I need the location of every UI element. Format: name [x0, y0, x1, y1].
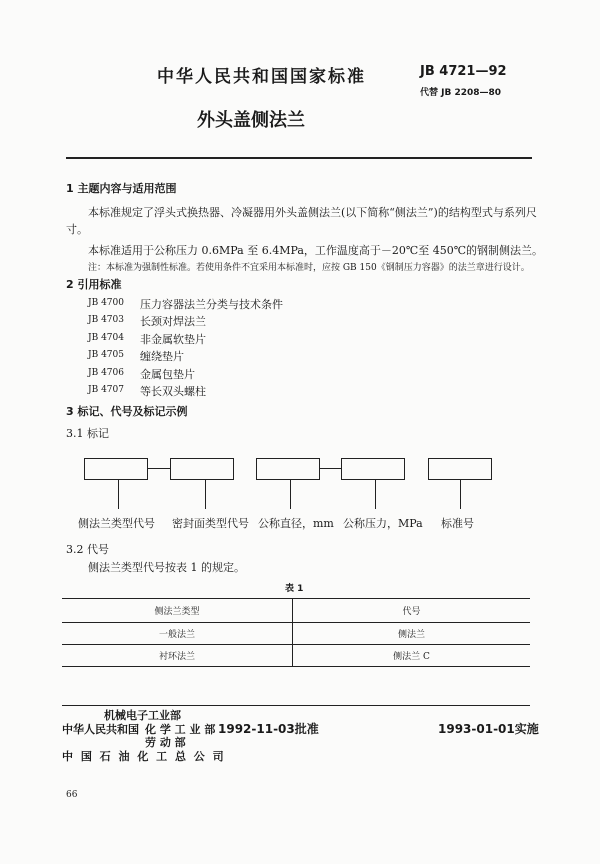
document-title: 外头盖侧法兰	[197, 110, 305, 131]
ref-title: 长颈对焊法兰	[140, 315, 206, 329]
mark-box-diameter	[256, 458, 320, 480]
section-1-para-cont: 寸。	[66, 223, 88, 236]
section-3-2-heading: 3.2 代号	[66, 543, 109, 556]
section-1-note: 注：本标准为强制性标准。若使用条件不宜采用本标准时，应按 GB 150《钢制压力容器》的法兰章进行设计。	[88, 263, 530, 273]
label-diameter: 公称直径，mm	[258, 517, 334, 530]
mark-box-standard	[428, 458, 492, 480]
dash	[319, 468, 341, 469]
section-2-heading: 2 引用标准	[66, 278, 122, 291]
footer-dept-4: 中 国 石 油 化 工 总 公 司	[62, 750, 226, 763]
label-standard: 标准号	[441, 517, 474, 530]
table-header-row: 侧法兰类型 代号	[62, 599, 530, 623]
footer-dept-3: 劳 动 部	[145, 736, 186, 749]
section-3-1-heading: 3.1 标记	[66, 427, 109, 440]
replaces-code: 代替 JB 2208—80	[420, 88, 502, 98]
ref-title: 金属包垫片	[140, 367, 195, 381]
ref-code: JB 4704	[88, 332, 124, 343]
footer-prefix: 中华人民共和国	[62, 723, 139, 736]
header-rule	[66, 157, 532, 159]
ref-code: JB 4703	[88, 315, 124, 326]
dash	[148, 468, 170, 469]
label-pressure: 公称压力，MPa	[343, 517, 423, 530]
ref-code: JB 4700	[88, 298, 124, 308]
ref-title: 缠绕垫片	[140, 350, 184, 364]
footer-rule	[62, 705, 530, 706]
approval-date: 1992-11-03批准	[218, 722, 319, 736]
section-1-para-2: 本标准适用于公称压力 0.6MPa 至 6.4MPa，工作温度高于－20℃至 450℃的钢制侧法兰。	[88, 244, 544, 257]
page-number: 66	[66, 790, 78, 800]
table-1	[62, 598, 530, 667]
table-row: 衬环法兰 侧法兰 C	[62, 645, 530, 667]
ref-code: JB 4705	[88, 350, 124, 361]
standard-code: JB 4721—92	[420, 64, 507, 79]
ref-title: 非金属软垫片	[140, 332, 206, 346]
footer-dept-1: 机械电子工业部	[104, 709, 181, 722]
ref-code: JB 4706	[88, 367, 124, 378]
section-3-2-text: 侧法兰类型代号按表 1 的规定。	[88, 561, 245, 574]
ref-title: 压力容器法兰分类与技术条件	[140, 298, 283, 311]
section-3-heading: 3 标记、代号及标记示例	[66, 405, 188, 418]
effective-date: 1993-01-01实施	[438, 722, 539, 736]
mark-box-pressure	[341, 458, 405, 480]
label-type: 侧法兰类型代号	[78, 517, 155, 530]
standard-org: 中华人民共和国国家标准	[157, 67, 366, 87]
section-1-heading: 1 主题内容与适用范围	[66, 182, 177, 195]
section-1-para: 本标准规定了浮头式换热器、冷凝器用外头盖侧法兰(以下简称“侧法兰”)的结构型式与系列尺	[88, 206, 537, 219]
label-seal: 密封面类型代号	[172, 517, 249, 530]
mark-box-seal	[170, 458, 234, 480]
table-caption: 表 1	[285, 584, 304, 594]
table-row: 一般法兰 侧法兰	[62, 623, 530, 645]
footer-dept-2: 化 学 工 业 部	[145, 723, 216, 736]
ref-title: 等长双头螺柱	[140, 385, 206, 398]
mark-box-type	[84, 458, 148, 480]
ref-code: JB 4707	[88, 385, 124, 395]
